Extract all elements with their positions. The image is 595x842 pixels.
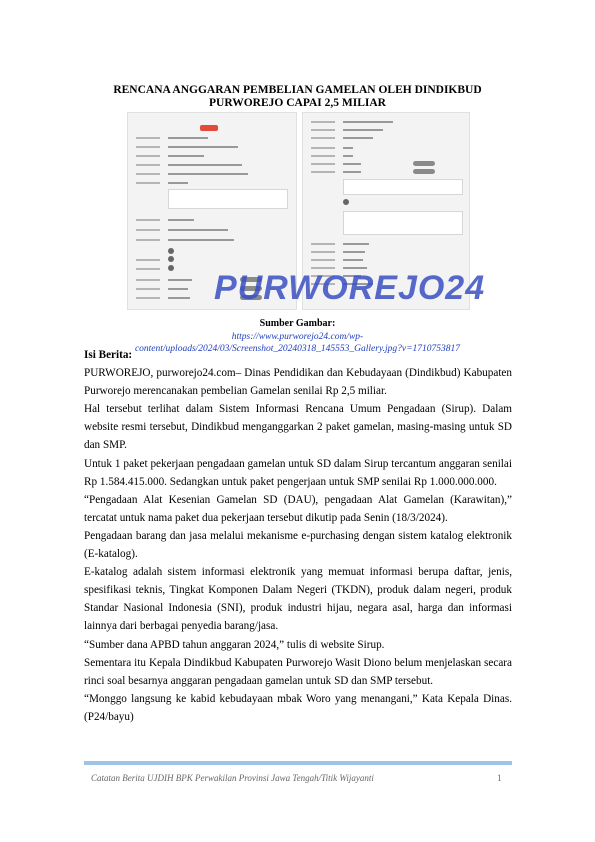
paragraph-4: “Pengadaan Alat Kesenian Gamelan SD (DAU), pengadaan Alat Gamelan (Karawitan),” tercatat untuk nama paket dua pekerjaan tersebut dikutip pada Senin (18/3/2024). — [84, 493, 512, 524]
article-title-line-1: RENCANA ANGGARAN PEMBELIAN GAMELAN OLEH DINDIKBUD — [113, 84, 482, 96]
paragraph-6: E-katalog adalah sistem informasi elektronik yang memuat informasi berupa daftar, jenis, spesifikasi teknis, Tingkat Komponen Dalam Negeri (TKDN), produk dalam negeri, produk Standar Nasional Indonesia (SNI), produk industri hijau, negara asal, harga dan informasi lainnya dari berbagai penyedia barang/jasa. — [84, 566, 512, 633]
paragraph-9: “Monggo langsung ke kabid kebudayaan mbak Woro yang menangani,” Kata Kepala Dinas. (P24/bayu) — [84, 692, 512, 723]
image-source-url-line-2[interactable]: content/uploads/2024/03/Screenshot_20240318_145553_Gallery.jpg?v=1710753817 — [134, 344, 461, 354]
paragraph-3: Untuk 1 paket pekerjaan pengadaan gamelan untuk SD dalam Sirup tercantum anggaran senilai Rp 1.584.415.000. Sedangkan untuk paket pengerjaan untuk SMP senilai Rp 1.000.000.000. — [84, 457, 512, 488]
article-title — [60, 84, 535, 110]
paragraph-2: Hal tersebut terlihat dalam Sistem Informasi Rencana Umum Pengadaan (Sirup). Dalam website resmi tersebut, Dindikbud menganggarkan 2 paket gamelan, masing-masing untuk SD dan SMP. — [84, 403, 512, 452]
paragraph-7: “Sumber dana APBD tahun anggaran 2024,” tulis di website Sirup. — [84, 638, 385, 651]
paragraph-1: PURWOREJO, purworejo24.com– Dinas Pendidikan dan Kebudayaan (Dindikbud) Kabupaten Purworejo merencanakan pembelian Gamelan senilai Rp 2,5 miliar. — [84, 367, 512, 398]
article-title-line-2: PURWOREJO CAPAI 2,5 MILIAR — [209, 97, 386, 109]
paragraph-5: Pengadaan barang dan jasa melalui mekanisme e-purchasing dengan sistem katalog elektronik (E-katalog). — [84, 529, 512, 561]
image-source-label: Sumber Gambar: — [259, 318, 336, 329]
image-source-url-line-1[interactable]: https://www.purworejo24.com/wp- — [231, 332, 364, 342]
footer-text: Catatan Berita UJDIH BPK Perwakilan Provinsi Jawa Tengah/Titik Wijayanti — [91, 773, 374, 783]
section-heading: Isi Berita: — [84, 349, 133, 361]
screenshot-watermark: PURWOREJO24 — [214, 269, 486, 307]
article-body — [84, 346, 512, 726]
paragraph-8: Sementara itu Kepala Dindikbud Kabupaten Purworejo Wasit Diono belum menjelaskan secara rinci soal besarnya anggaran pengadaan gamelan untuk SD dan SMP tersebut. — [84, 656, 512, 687]
page-number: 1 — [497, 773, 502, 783]
footer-rule — [84, 761, 512, 765]
